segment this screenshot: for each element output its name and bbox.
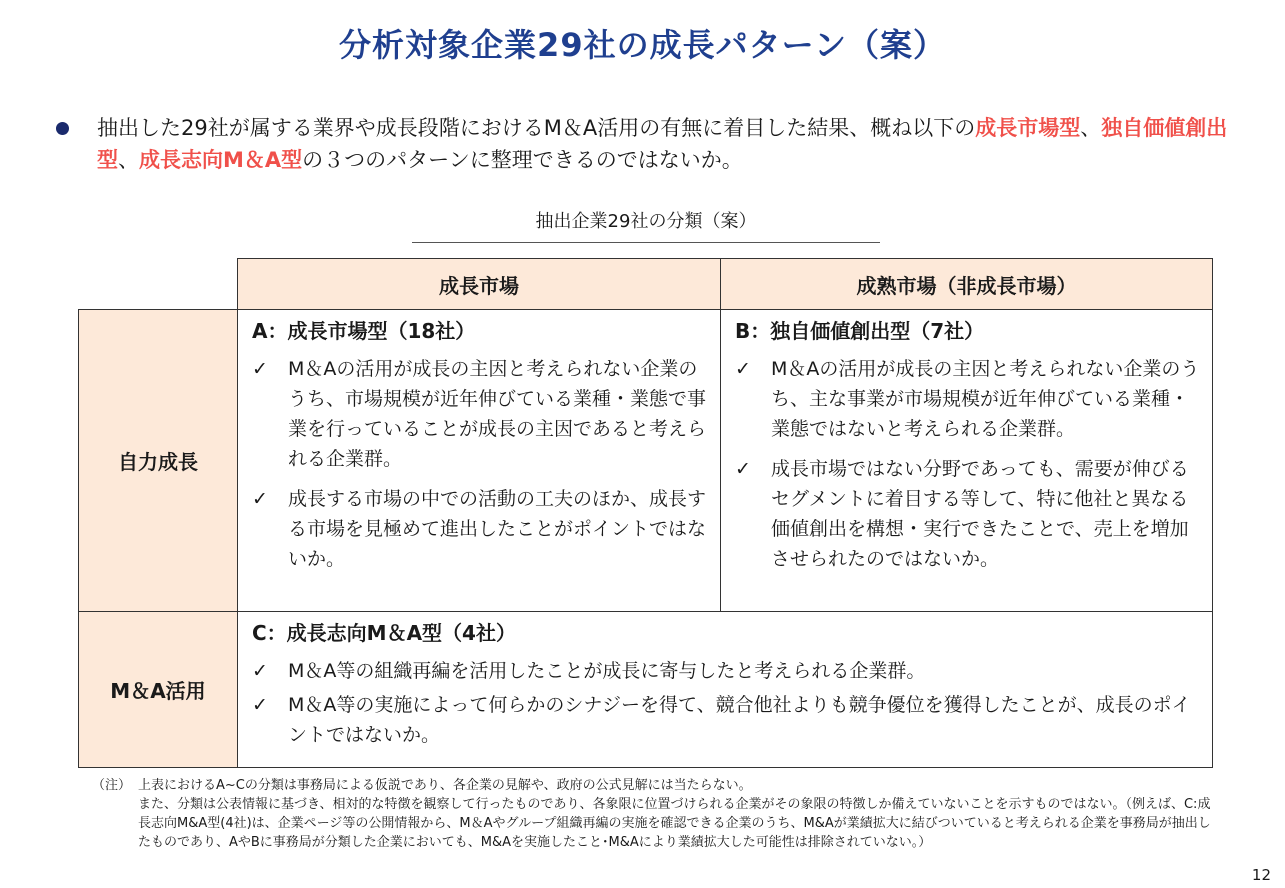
check-icon: ✓ <box>735 458 751 480</box>
pattern-highlight-b: 独自価値創出型 <box>97 116 1228 172</box>
cell-a-growth-market-type <box>237 309 721 612</box>
list-item <box>252 656 1204 686</box>
list-item <box>735 454 1204 574</box>
pattern-highlight-c: 成長志向M＆A型 <box>139 148 303 172</box>
intro-text <box>97 112 1247 176</box>
footnote-line-2: また、分類は公表情報に基づき、相対的な特徴を観察して行ったものであり、各象限に位置づけられる企業がその象限の特徴しか備えていないことを示すものではない。（例えば、C:成長志向M&A型(4社)は、企業ページ等の公開情報から、M＆Aやグループ組織再編の実施を確認できる企業のうち、M&Aが業績拡大に結びついていると考えられる企業を事務局が抽出したものであり、AやBに事務局が分類した企業においても、M&Aを実施したこと･M&Aにより業績拡大した可能性は排除されていない。） <box>138 797 1211 850</box>
cell-b-unique-value-type <box>720 309 1213 612</box>
intro-separator: 、 <box>118 148 139 172</box>
footnote-line-1: 上表におけるA~Cの分類は事務局による仮説であり、各企業の見解や、政府の公式見解には当たらない。 <box>138 778 752 793</box>
table-caption: 抽出企業29社の分類（案） <box>535 211 757 232</box>
footnote-body <box>138 776 1212 852</box>
list-item <box>252 484 712 574</box>
page-number: 12 <box>1251 866 1271 884</box>
cell-c-item-1: M＆A等の組織再編を活用したことが成長に寄与したと考えられる企業群。 <box>288 660 926 682</box>
list-item <box>252 690 1204 750</box>
cell-b-title: B：独自価値創出型（7社） <box>735 319 985 343</box>
check-icon: ✓ <box>252 358 268 380</box>
intro-post: の３つのパターンに整理できるのではないか。 <box>302 148 743 172</box>
footnote <box>92 776 1212 852</box>
check-icon: ✓ <box>735 358 751 380</box>
check-icon: ✓ <box>252 660 268 682</box>
caption-underline <box>412 242 880 243</box>
cell-b-item-1: M＆Aの活用が成長の主因と考えられない企業のうち、主な事業が市場規模が近年伸びている業種・業態ではないと考えられる企業群。 <box>771 358 1200 440</box>
intro-pre: 抽出した29社が属する業界や成長段階におけるM＆A活用の有無に着目した結果、概ね以下の <box>97 116 976 140</box>
column-header-mature-market: 成熟市場（非成長市場） <box>720 258 1213 310</box>
list-item <box>735 354 1204 444</box>
column-header-growth-market: 成長市場 <box>237 258 721 310</box>
cell-a-title: A：成長市場型（18社） <box>252 319 476 343</box>
cell-a-item-2: 成長する市場の中での活動の工夫のほか、成長する市場を見極めて進出したことがポイントではないか。 <box>288 488 707 570</box>
cell-c-growth-oriented-ma-type <box>237 611 1213 768</box>
row-header-ma-utilization: M＆A活用 <box>78 611 238 768</box>
bullet-icon <box>56 122 69 135</box>
row-header-organic-growth: 自力成長 <box>78 309 238 612</box>
footnote-label: （注） <box>92 778 132 793</box>
cell-a-item-1: M＆Aの活用が成長の主因と考えられない企業のうち、市場規模が近年伸びている業種・業態で事業を行っていることが成長の主因であると考えられる企業群。 <box>288 358 707 470</box>
check-icon: ✓ <box>252 694 268 716</box>
cell-c-item-2: M＆A等の実施によって何らかのシナジーを得て、競合他社よりも競争優位を獲得したことが、成長のポイントではないか。 <box>288 694 1191 746</box>
intro-separator: 、 <box>1080 116 1102 140</box>
check-icon: ✓ <box>252 488 268 510</box>
pattern-highlight-a: 成長市場型 <box>975 116 1081 140</box>
list-item <box>252 354 712 474</box>
cell-c-title: C：成長志向M＆A型（4社） <box>252 621 516 645</box>
cell-b-item-2: 成長市場ではない分野であっても、需要が伸びるセグメントに着目する等して、特に他社と異なる価値創出を構想・実行できたことで、売上を増加させられたのではないか。 <box>771 458 1189 570</box>
page-title: 分析対象企業29社の成長パターン（案） <box>339 26 946 64</box>
